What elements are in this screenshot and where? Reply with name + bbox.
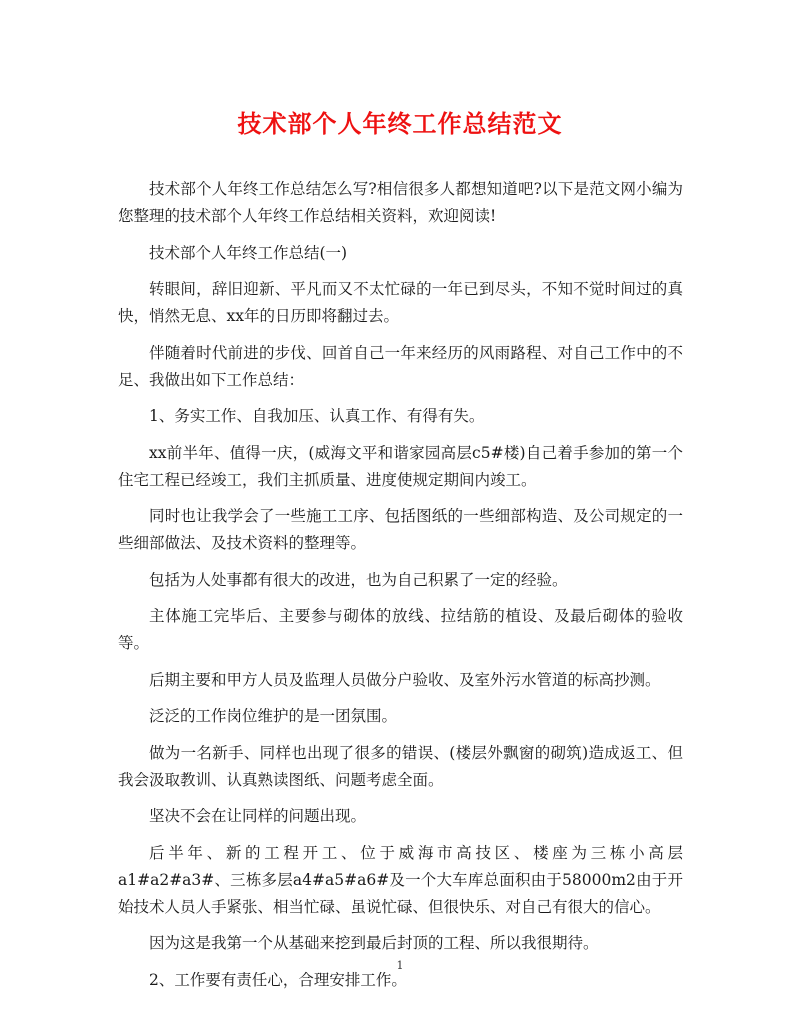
- paragraph: 因为这是我第一个从基础来挖到最后封顶的工程、所以我很期待。: [149, 934, 599, 952]
- paragraph: 同时也让我学会了一些施工工序、包括图纸的一些细部构造、及公司规定的一些细部做法、及技术资料的整理等。: [118, 507, 683, 552]
- paragraph: 技术部个人年终工作总结怎么写?相信很多人都想知道吧?以下是范文网小编为您整理的技术部个人年终工作总结相关资料，欢迎阅读!: [118, 180, 683, 225]
- paragraph: 伴随着时代前进的步伐、回首自己一年来经历的风雨路程、对自己工作中的不足、我做出如下工作总结：: [118, 343, 683, 389]
- section-heading: 技术部个人年终工作总结(一): [149, 243, 348, 262]
- page-number: 1: [396, 959, 404, 972]
- document-title: 技术部个人年终工作总结范文: [237, 109, 563, 138]
- paragraph: 主体施工完毕后、主要参与砌体的放线、拉结筋的植设、及最后砌体的验收等。: [118, 607, 683, 652]
- paragraph: 泛泛的工作岗位维护的是一团氛围。: [149, 707, 398, 725]
- list-heading: 1、务实工作、自我加压、认真工作、有得有失。: [149, 407, 485, 425]
- paragraph: 后半年、新的工程开工、位于威海市高技区、楼座为三栋小高层a1#a2#a3#、三栋多层a4#a5#a6#及一个大车库总面积由于58000m2由于开始技术人员人手紧张、相当忙碌、虽说忙碌、但很快乐、对自己有很大的信心。: [118, 843, 683, 916]
- paragraph: 后期主要和甲方人员及监理人员做分户验收、及室外污水管道的标高抄测。: [149, 670, 661, 689]
- paragraph: 转眼间，辞旧迎新、平凡而又不太忙碌的一年已到尽头，不知不觉时间过的真快，悄然无息、xx年的日历即将翻过去。: [118, 280, 683, 325]
- paragraph: 坚决不会在让同样的问题出现。: [149, 807, 367, 825]
- paragraph: 做为一名新手、同样也出现了很多的错误、(楼层外飘窗的砌筑)造成返工、但我会汲取教训、认真熟读图纸、问题考虑全面。: [118, 743, 683, 789]
- document-body: [118, 176, 683, 1003]
- list-heading: 2、工作要有责任心，合理安排工作。: [149, 970, 407, 989]
- paragraph: 包括为人处事都有很大的改进，也为自己积累了一定的经验。: [149, 570, 568, 589]
- paragraph: xx前半年、值得一庆，(威海文平和谐家园高层c5#楼)自己着手参加的第一个住宅工程已经竣工，我们主抓质量、进度使规定期间内竣工。: [118, 443, 683, 489]
